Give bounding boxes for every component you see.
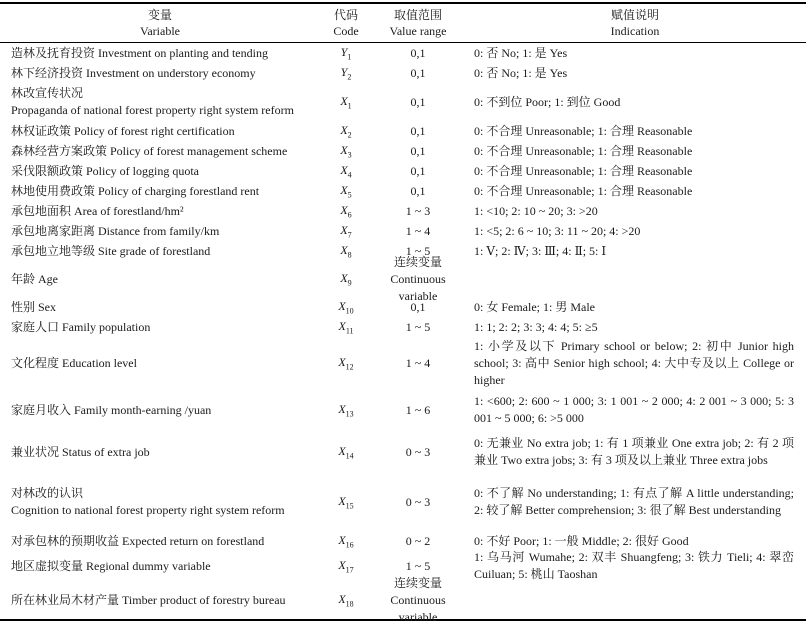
code-subscript: 4: [347, 170, 352, 180]
range-en: Continuous variable: [390, 271, 446, 303]
indication-cell: 1: <5; 2: 6 ~ 10; 3: 11 ~ 20; 4: >20: [474, 223, 641, 238]
variable-cell: [0, 402, 320, 419]
table-row: [0, 531, 806, 551]
code-cell: [320, 494, 372, 510]
range-cn: 连续变量: [393, 254, 442, 269]
table-row: [0, 161, 806, 181]
indication-cell: 1: 乌马河 Wumahe; 2: 双丰 Shuangfeng; 3: 铁力 Tieli; 4: 翠峦 Cuiluan; 5: 桃山 Taoshan: [474, 550, 794, 581]
range-value: 0 ~ 2: [405, 533, 431, 548]
header-indication-cn: 赋值说明: [610, 8, 659, 22]
code-letter: X: [338, 318, 346, 333]
variable-cell: [0, 444, 320, 461]
variable-name: 对承包林的预期收益 Expected return on forestland: [11, 533, 265, 548]
code-subscript: 2: [347, 72, 352, 82]
code-letter: X: [340, 93, 348, 108]
indication-cell: 0: 不好 Poor; 1: 一般 Middle; 2: 很好 Good: [474, 533, 689, 548]
code-cell: [320, 163, 372, 179]
variable-cell: [0, 163, 320, 180]
variable-name: 造林及抚育投资 Investment on planting and tending: [11, 45, 268, 60]
variable-cell: [0, 65, 320, 82]
code-letter: X: [338, 532, 346, 547]
code-subscript: 18: [345, 599, 354, 609]
header-range-en: Value range: [389, 24, 447, 38]
code-subscript: 9: [347, 278, 352, 288]
range-value: 0,1: [410, 94, 426, 109]
header-variable: [0, 4, 320, 42]
indication-cell: 0: 不合理 Unreasonable; 1: 合理 Reasonable: [474, 143, 693, 158]
range-cell: [372, 533, 464, 550]
header-variable-cn: 变量: [147, 8, 172, 22]
code-cell: [320, 223, 372, 239]
variable-cell: [0, 183, 320, 200]
code-letter: X: [338, 557, 346, 572]
code-cell: [320, 123, 372, 139]
variable-name: 林权证政策 Policy of forest right certification: [11, 123, 235, 138]
table-row: [0, 254, 806, 303]
code-subscript: 17: [345, 565, 354, 575]
indication-cell: 1: <10; 2: 10 ~ 20; 3: >20: [474, 203, 598, 218]
variable-name: 林地使用费政策 Policy of charging forestland rent: [11, 183, 260, 198]
code-letter: X: [340, 202, 348, 217]
code-subscript: 1: [347, 101, 352, 111]
variable-cell: [0, 558, 320, 575]
code-cell: [320, 355, 372, 371]
code-cell: [320, 65, 372, 81]
table-row: [0, 389, 806, 431]
code-cell: [320, 299, 372, 315]
code-cell: [320, 203, 372, 219]
code-subscript: 11: [345, 326, 354, 336]
indication-cell: 1: 1; 2: 2; 3: 3; 4: 4; 5: ≥5: [474, 319, 598, 334]
code-letter: Y: [340, 44, 348, 59]
range-value: 1 ~ 5: [405, 558, 431, 573]
code-subscript: 5: [347, 190, 352, 200]
code-subscript: 8: [347, 250, 352, 260]
range-cell: [372, 143, 464, 160]
code-cell: [320, 45, 372, 61]
code-subscript: 1: [347, 52, 352, 62]
range-cell: [372, 575, 464, 626]
variable-name: 家庭月收入 Family month-earning /yuan: [11, 402, 212, 417]
range-value: 0 ~ 3: [405, 444, 431, 459]
header-range-cn: 取值范围: [393, 8, 442, 22]
range-cell: [372, 123, 464, 140]
variable-cell: [0, 299, 320, 316]
code-subscript: 14: [345, 451, 354, 461]
indication-cell: 0: 不到位 Poor; 1: 到位 Good: [474, 94, 621, 109]
range-cell: [372, 45, 464, 62]
code-letter: X: [340, 182, 348, 197]
variable-cell: [0, 533, 320, 550]
code-letter: X: [338, 354, 346, 369]
code-subscript: 16: [345, 540, 354, 550]
code-cell: [320, 243, 372, 259]
range-value: 0,1: [410, 183, 426, 198]
range-cell: [372, 183, 464, 200]
variable-cell: [0, 592, 320, 609]
variable-name-en: Propaganda of national forest property right system reform: [11, 103, 294, 117]
range-value: 0,1: [410, 299, 426, 314]
table-row: [0, 317, 806, 337]
header-code-cn: 代码: [333, 8, 358, 22]
table-row: [0, 181, 806, 201]
indication-cell: 1: <600; 2: 600 ~ 1 000; 3: 1 001 ~ 2 000; 4: 2 001 ~ 3 000; 5: 3 001 ~ 5 000; 6: >5 000: [474, 394, 794, 425]
code-letter: X: [340, 242, 348, 257]
code-cell: [320, 94, 372, 110]
range-value: 0,1: [410, 143, 426, 158]
variable-name: 承包地面积 Area of forestland/hm²: [11, 203, 184, 218]
variable-cell: [0, 45, 320, 62]
code-subscript: 15: [345, 501, 354, 511]
variable-name: 承包地立地等级 Site grade of forestland: [11, 243, 211, 258]
range-cell: [372, 223, 464, 240]
code-letter: X: [338, 443, 346, 458]
variable-name: 林下经济投资 Investment on understory economy: [11, 65, 256, 80]
range-cell: [372, 203, 464, 220]
code-letter: X: [338, 401, 346, 416]
code-letter: X: [340, 270, 348, 285]
table-row: [0, 83, 806, 121]
code-subscript: 6: [347, 210, 352, 220]
code-cell: [320, 402, 372, 418]
indication-cell: 0: 女 Female; 1: 男 Male: [474, 299, 595, 314]
table-row: [0, 337, 806, 389]
header-code: [320, 4, 372, 42]
range-cell: [372, 299, 464, 316]
range-value: 0,1: [410, 45, 426, 60]
variable-name-en: Cognition to national forest property right system reform: [11, 503, 285, 517]
code-cell: [320, 183, 372, 199]
header-code-en: Code: [333, 24, 359, 38]
range-value: 1 ~ 4: [405, 223, 431, 238]
variable-name: 采伐限额政策 Policy of logging quota: [11, 163, 199, 178]
table-row: [0, 201, 806, 221]
indication-cell: 0: 不合理 Unreasonable; 1: 合理 Reasonable: [474, 183, 693, 198]
table-row: [0, 575, 806, 624]
range-value: 1 ~ 6: [405, 402, 431, 417]
range-cn: 连续变量: [393, 575, 442, 590]
table-row: [0, 43, 806, 63]
header-indication: [464, 4, 806, 42]
range-cell: [372, 94, 464, 111]
variable-cell: [0, 123, 320, 140]
table-header: [0, 4, 806, 43]
code-subscript: 12: [345, 362, 354, 372]
header-indication-en: Indication: [610, 24, 660, 38]
code-cell: [320, 271, 372, 287]
code-letter: X: [340, 142, 348, 157]
range-cell: [372, 163, 464, 180]
indication-cell: 0: 不了解 No understanding; 1: 有点了解 A little understanding; 2: 较了解 Better comprehension; 3: 很了解 Best understanding: [474, 486, 794, 517]
table-body: [0, 43, 806, 624]
code-cell: [320, 558, 372, 574]
table-row: [0, 297, 806, 317]
variable-name: 森林经营方案政策 Policy of forest management scheme: [11, 143, 288, 158]
variable-cell: [0, 319, 320, 336]
code-letter: X: [338, 298, 346, 313]
indication-cell: 1: Ⅴ; 2: Ⅳ; 3: Ⅲ; 4: Ⅱ; 5: Ⅰ: [474, 243, 607, 258]
variable-cell: [0, 143, 320, 160]
variable-name: 文化程度 Education level: [11, 355, 137, 370]
table-row: [0, 121, 806, 141]
table-row: [0, 141, 806, 161]
code-letter: X: [340, 122, 348, 137]
range-value: 0,1: [410, 65, 426, 80]
code-letter: X: [340, 162, 348, 177]
variable-name: 家庭人口 Family population: [11, 319, 151, 334]
variable-cell: [0, 243, 320, 260]
variable-cell: [0, 485, 320, 519]
indication-cell: 0: 否 No; 1: 是 Yes: [474, 65, 568, 80]
variable-cell: [0, 223, 320, 240]
variable-cell: [0, 355, 320, 372]
variable-name: 兼业状况 Status of extra job: [11, 444, 150, 459]
header-variable-en: Variable: [140, 24, 180, 38]
table-row: [0, 431, 806, 473]
table-row: [0, 63, 806, 83]
range-value: 0,1: [410, 163, 426, 178]
code-letter: Y: [340, 64, 348, 79]
variable-name: 地区虚拟变量 Regional dummy variable: [11, 558, 211, 573]
code-subscript: 10: [345, 306, 354, 316]
range-value: 0,1: [410, 123, 426, 138]
indication-cell: 0: 无兼业 No extra job; 1: 有 1 项兼业 One extra job; 2: 有 2 项兼业 Two extra jobs; 3: 有 3 项及以上兼业 Three extra jobs: [474, 436, 794, 467]
code-subscript: 7: [347, 230, 352, 240]
range-value: 1 ~ 4: [405, 355, 431, 370]
variable-cell: [0, 85, 320, 119]
range-cell: [372, 319, 464, 336]
range-cell: [372, 494, 464, 511]
code-cell: [320, 592, 372, 608]
indication-cell: 0: 不合理 Unreasonable; 1: 合理 Reasonable: [474, 163, 693, 178]
range-en: Continuous variable: [390, 592, 446, 624]
range-cell: [372, 402, 464, 419]
code-subscript: 2: [347, 130, 352, 140]
code-cell: [320, 143, 372, 159]
variable-name-cn: 林改宣传状况: [11, 86, 84, 100]
range-value: 1 ~ 5: [405, 243, 431, 258]
range-value: 1 ~ 5: [405, 319, 431, 334]
variable-name: 所在林业局木材产量 Timber product of forestry bureau: [11, 592, 286, 607]
indication-cell: 1: 小学及以下 Primary school or below; 2: 初中 Junior high school; 3: 高中 Senior high school; 4: 大中专及以上 College or higher: [474, 338, 794, 387]
indication-cell: 0: 否 No; 1: 是 Yes: [474, 45, 568, 60]
range-cell: [372, 254, 464, 305]
variable-name: 年龄 Age: [11, 271, 58, 286]
variable-cell: [0, 203, 320, 220]
range-cell: [372, 558, 464, 575]
code-subscript: 13: [345, 409, 354, 419]
code-letter: X: [340, 222, 348, 237]
table-row: [0, 473, 806, 531]
variable-name-cn: 对林改的认识: [11, 486, 84, 500]
variable-name: 承包地离家距离 Distance from family/km: [11, 223, 220, 238]
code-cell: [320, 319, 372, 335]
code-cell: [320, 444, 372, 460]
variable-cell: [0, 271, 320, 288]
range-value: 1 ~ 3: [405, 203, 431, 218]
header-range: [372, 4, 464, 42]
indication-cell: 0: 不合理 Unreasonable; 1: 合理 Reasonable: [474, 123, 693, 138]
range-cell: [372, 444, 464, 461]
code-letter: X: [338, 493, 346, 508]
code-letter: X: [338, 591, 346, 606]
range-cell: [372, 65, 464, 82]
code-subscript: 3: [347, 150, 352, 160]
table-row: [0, 221, 806, 241]
range-value: 0 ~ 3: [405, 494, 431, 509]
variable-table: [0, 2, 806, 624]
code-cell: [320, 533, 372, 549]
range-cell: [372, 355, 464, 372]
variable-name: 性别 Sex: [11, 299, 57, 314]
